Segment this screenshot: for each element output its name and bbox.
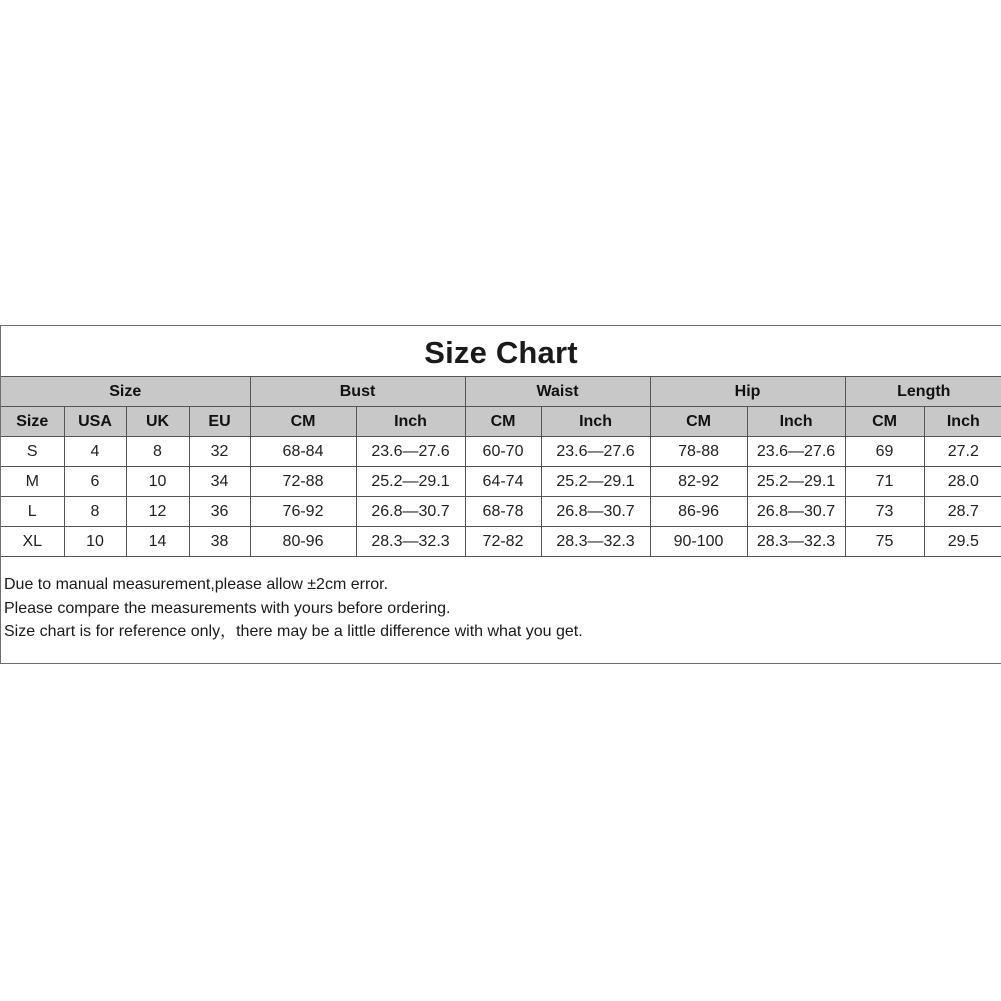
table-cell: L: [1, 497, 64, 527]
table-cell: 34: [189, 467, 250, 497]
size-chart: [0, 325, 1001, 664]
table-cell: 82-92: [650, 467, 747, 497]
table-cell: 23.6—27.6: [541, 437, 650, 467]
group-header-hip: Hip: [650, 377, 845, 407]
column-header: USA: [64, 407, 126, 437]
table-cell: 60-70: [465, 437, 541, 467]
table-cell: 12: [126, 497, 189, 527]
table-cell: 6: [64, 467, 126, 497]
column-header: CM: [650, 407, 747, 437]
column-header: Inch: [356, 407, 465, 437]
table-cell: 25.2—29.1: [356, 467, 465, 497]
table-row: [1, 437, 1001, 467]
table-cell: 68-84: [250, 437, 356, 467]
table-cell: 29.5: [924, 527, 1001, 557]
notes: [1, 557, 1001, 644]
table-cell: 28.3—32.3: [747, 527, 845, 557]
table-cell: 8: [126, 437, 189, 467]
chart-title: Size Chart: [424, 335, 578, 370]
table-cell: 38: [189, 527, 250, 557]
table-cell: 10: [126, 467, 189, 497]
table-row: [1, 527, 1001, 557]
column-header: CM: [845, 407, 924, 437]
table-row: [1, 497, 1001, 527]
table-cell: 25.2—29.1: [747, 467, 845, 497]
table-cell: M: [1, 467, 64, 497]
table-cell: 4: [64, 437, 126, 467]
note-line: Size chart is for reference only，there may be a little difference with what you get.: [4, 623, 583, 640]
table-cell: 75: [845, 527, 924, 557]
column-header: EU: [189, 407, 250, 437]
table-cell: 86-96: [650, 497, 747, 527]
table-cell: 23.6—27.6: [356, 437, 465, 467]
table-cell: 78-88: [650, 437, 747, 467]
table-cell: 76-92: [250, 497, 356, 527]
table-cell: 28.3—32.3: [541, 527, 650, 557]
table-cell: 26.8—30.7: [541, 497, 650, 527]
table-cell: S: [1, 437, 64, 467]
table-cell: 14: [126, 527, 189, 557]
table-cell: 8: [64, 497, 126, 527]
table-cell: 80-96: [250, 527, 356, 557]
column-header-row: [1, 407, 1001, 437]
group-header-bust: Bust: [250, 377, 465, 407]
column-header: Inch: [747, 407, 845, 437]
column-header: CM: [250, 407, 356, 437]
table-cell: 73: [845, 497, 924, 527]
column-header: CM: [465, 407, 541, 437]
group-header-length: Length: [845, 377, 1001, 407]
table-cell: 26.8—30.7: [747, 497, 845, 527]
size-table: [1, 376, 1001, 557]
table-cell: 72-82: [465, 527, 541, 557]
group-header-size: Size: [1, 377, 250, 407]
table-cell: 72-88: [250, 467, 356, 497]
table-cell: XL: [1, 527, 64, 557]
table-cell: 10: [64, 527, 126, 557]
table-cell: 36: [189, 497, 250, 527]
column-header: Size: [1, 407, 64, 437]
column-header: UK: [126, 407, 189, 437]
table-cell: 26.8—30.7: [356, 497, 465, 527]
group-header-waist: Waist: [465, 377, 650, 407]
table-cell: 23.6—27.6: [747, 437, 845, 467]
table-cell: 28.7: [924, 497, 1001, 527]
table-cell: 32: [189, 437, 250, 467]
table-cell: 90-100: [650, 527, 747, 557]
table-cell: 69: [845, 437, 924, 467]
table-cell: 25.2—29.1: [541, 467, 650, 497]
group-header-row: [1, 377, 1001, 407]
table-cell: 28.3—32.3: [356, 527, 465, 557]
table-row: [1, 467, 1001, 497]
column-header: Inch: [924, 407, 1001, 437]
table-cell: 28.0: [924, 467, 1001, 497]
column-header: Inch: [541, 407, 650, 437]
note-line: Due to manual measurement,please allow ±2cm error.: [4, 576, 389, 593]
table-cell: 68-78: [465, 497, 541, 527]
table-cell: 27.2: [924, 437, 1001, 467]
note-line: Please compare the measurements with yours before ordering.: [4, 599, 451, 617]
table-cell: 64-74: [465, 467, 541, 497]
table-cell: 71: [845, 467, 924, 497]
